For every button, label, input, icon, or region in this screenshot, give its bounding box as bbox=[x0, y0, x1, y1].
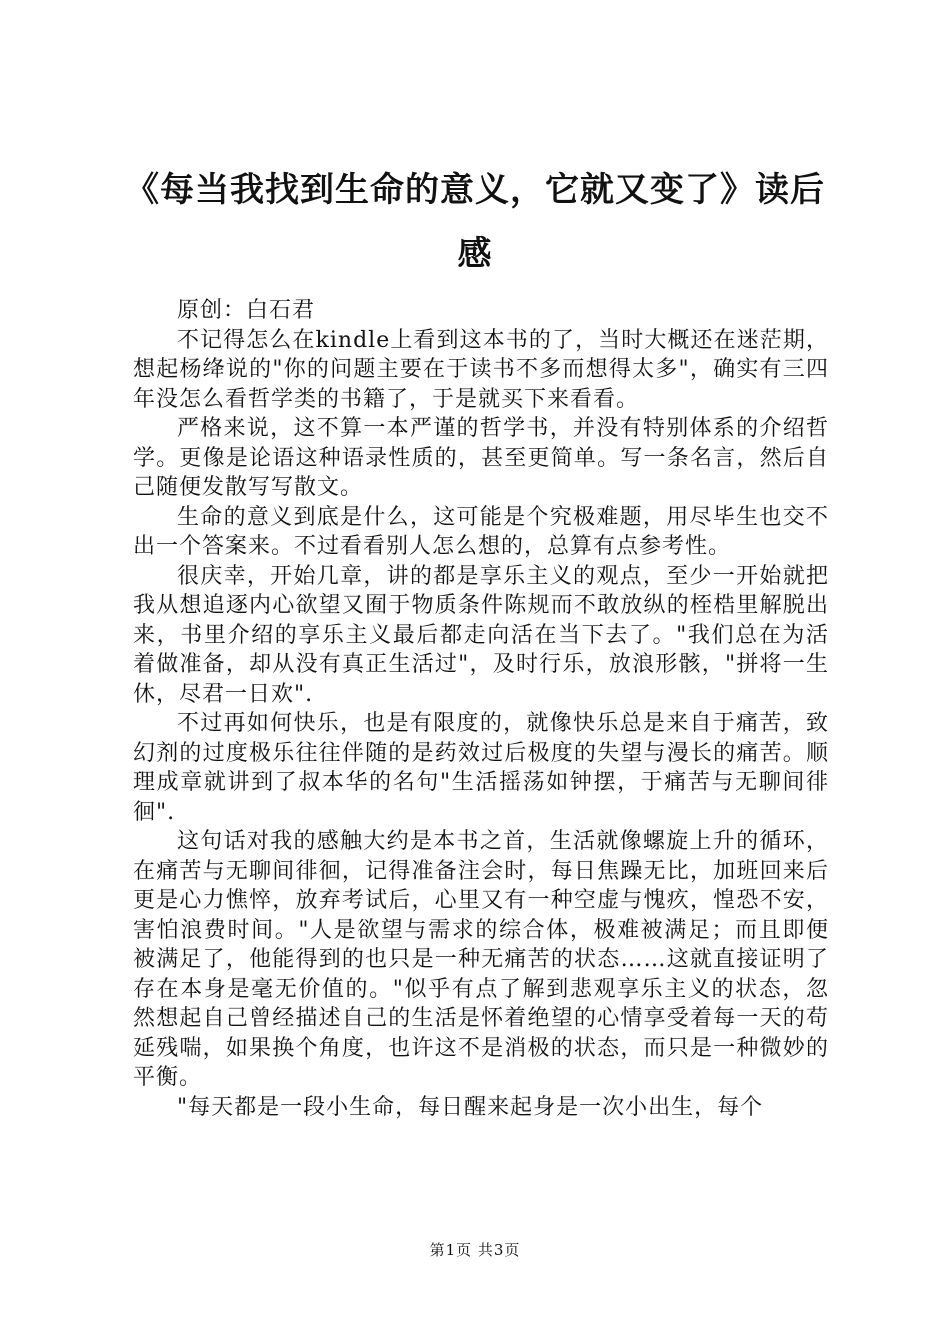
paragraph: 不记得怎么在kindle上看到这本书的了，当时大概还在迷茫期，想起杨绛说的"你的问题主要在于读书不多而想得太多"，确实有三四年没怎么看哲学类的书籍了，于是就买下来看看。 bbox=[133, 327, 829, 412]
paragraph: "每天都是一段小生命，每日醒来起身是一次小出生，每个 bbox=[177, 1094, 764, 1120]
paragraph: 这句话对我的感触大约是本书之首，生活就像螺旋上升的循环，在痛苦与无聊间徘徊，记得准备注会时，每日焦躁无比，加班回来后更是心力憔悴，放弃考试后，心里又有一种空虚与愧疚，惶恐不安，害怕浪费时间。"人是欲望与需求的综合体，极难被满足；而且即便被满足了，他能得到的也只是一种无痛苦的状态……这就直接证明了存在本身是毫无价值的。"似乎有点了解到悲观享乐主义的状态，忽然想起自己曾经描述自己的生活是怀着绝望的心情享受着每一天的苟延残喘，如果换个角度，也许这不是消极的状态，而只是一种微妙的平衡。 bbox=[133, 829, 829, 1090]
paragraph: 生命的意义到底是什么，这可能是个究极难题，用尽毕生也交不出一个答案来。不过看看别人怎么想的，总算有点参考性。 bbox=[133, 504, 829, 559]
document-body bbox=[133, 296, 829, 1122]
author-line: 原创：白石君 bbox=[177, 298, 316, 323]
document-title: 《每当我找到生命的意义，它就又变了》读后感 bbox=[125, 170, 825, 274]
paragraph: 不过再如何快乐，也是有限度的，就像快乐总是来自于痛苦，致幻剂的过度极乐往往伴随的是药效过后极度的失望与漫长的痛苦。顺理成章就讲到了叔本华的名句"生活摇荡如钟摆，于痛苦与无聊间徘徊". bbox=[133, 711, 829, 825]
paragraph: 严格来说，这不算一本严谨的哲学书，并没有特别体系的介绍哲学。更像是论语这种语录性质的，甚至更简单。写一条名言，然后自己随便发散写写散文。 bbox=[133, 416, 829, 500]
page-number-footer: 第1页 共3页 bbox=[429, 1241, 521, 1259]
paragraph: 很庆幸，开始几章，讲的都是享乐主义的观点，至少一开始就把我从想追逐内心欲望又囿于物质条件陈规而不敢放纵的桎梏里解脱出来，书里介绍的享乐主义最后都走向活在当下去了。"我们总在为活着做准备，却从没有真正生活过"，及时行乐，放浪形骸，"拼将一生休，尽君一日欢". bbox=[133, 563, 829, 707]
